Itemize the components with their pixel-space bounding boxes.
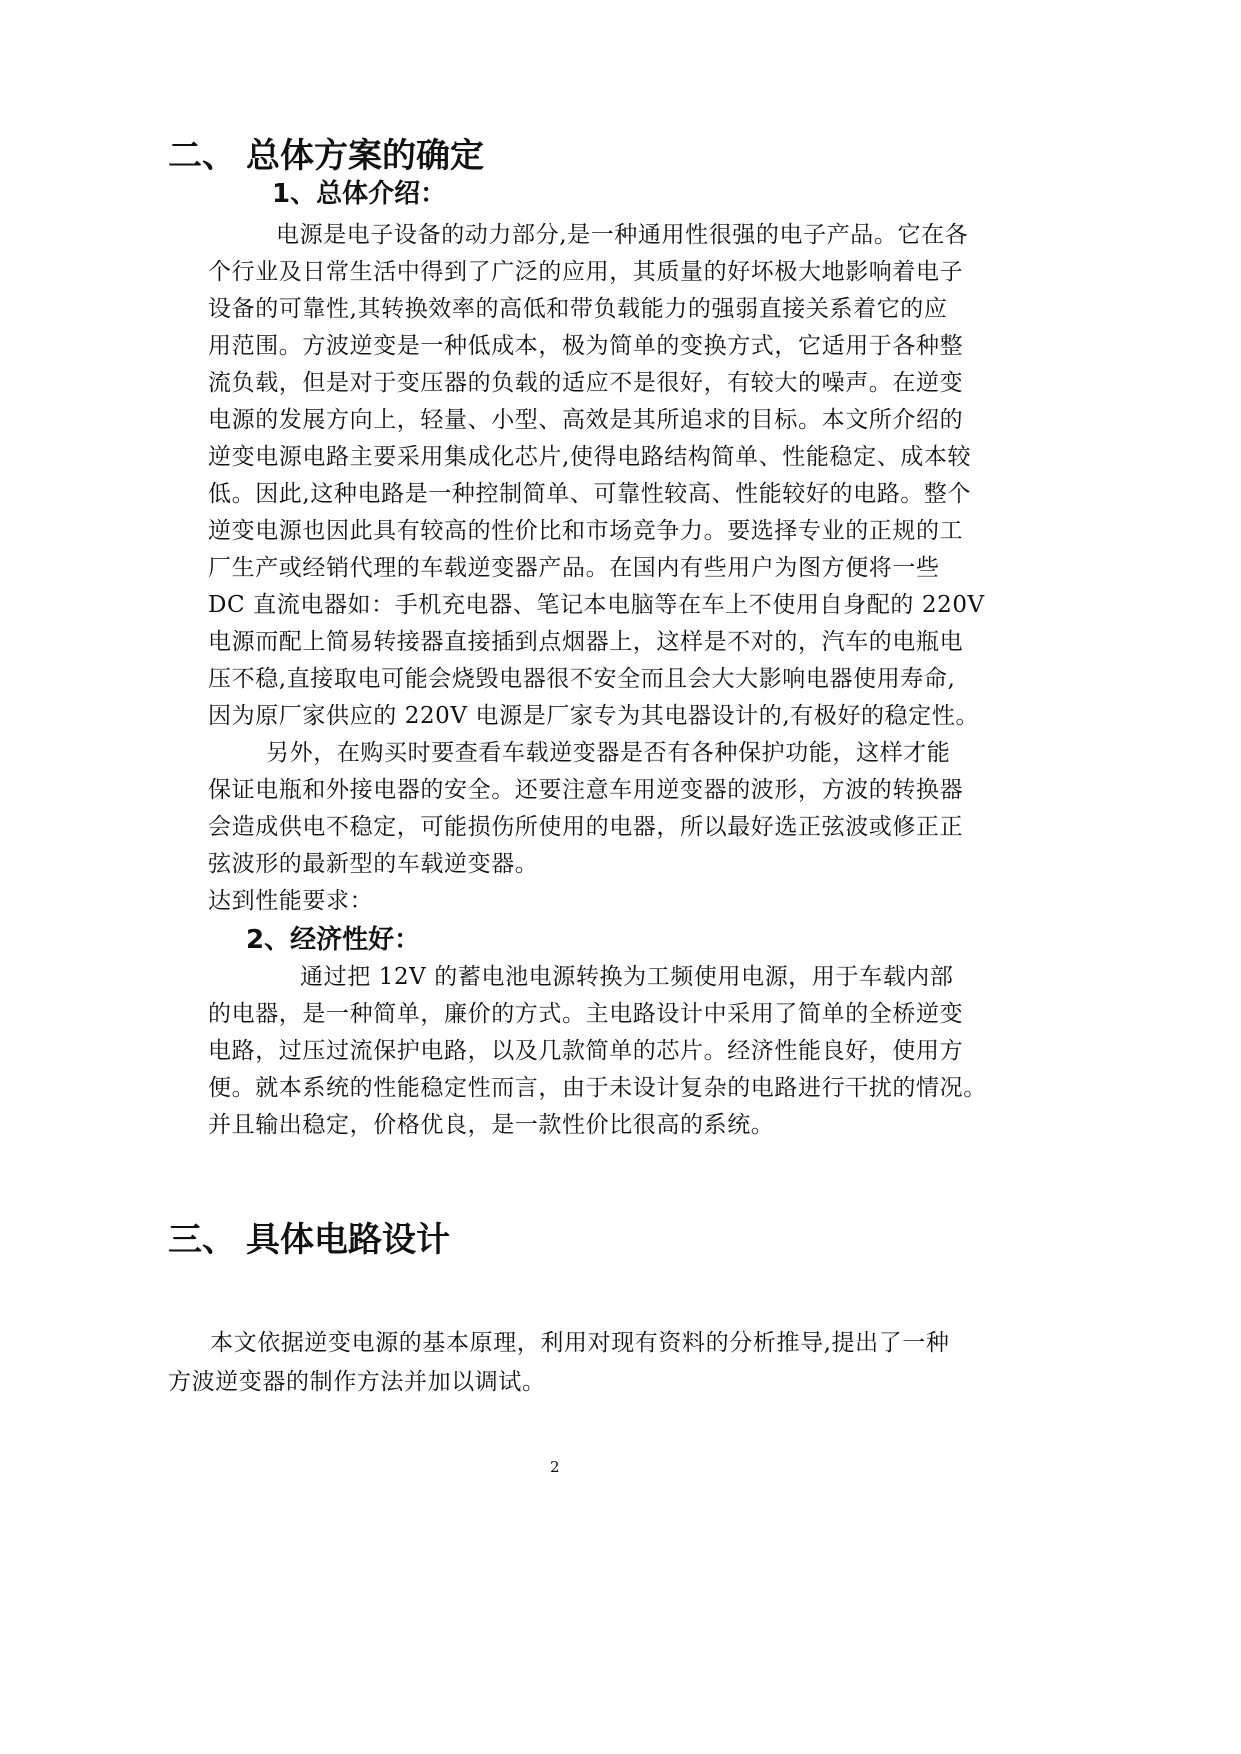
para2-line-1: 另外，在购买时要查看车载逆变器是否有各种保护功能，这样才能 [266, 740, 951, 766]
para3-line-1: 通过把 12V 的蓄电池电源转换为工频使用电源，用于车载内部 [300, 964, 954, 990]
para1-line-6: 电源的发展方向上，轻量、小型、高效是其所追求的目标。本文所介绍的 [208, 407, 964, 433]
para1-line-13: 压不稳,直接取电可能会烧毁电器很不安全而且会大大影响电器使用寿命, [208, 666, 956, 692]
para2-line-3: 会造成供电不稳定，可能损伤所使用的电器，所以最好选正弦波或修正正 [208, 814, 964, 840]
para2-line-4: 弦波形的最新型的车载逆变器。 [208, 851, 539, 877]
performance-requirement-line: 达到性能要求： [208, 888, 374, 914]
para3-line-4: 便。就本系统的性能稳定性而言，由于未设计复杂的电路进行干扰的情况。 [208, 1075, 987, 1101]
para4-line-1: 本文依据逆变电源的基本原理，利用对现有资料的分析推导,提出了一种 [210, 1330, 950, 1356]
section-three-title: 具体电路设计 [246, 1220, 450, 1260]
section-two-title: 总体方案的确定 [246, 136, 484, 176]
para1-line-5: 流负载，但是对于变压器的负载的适应不是很好，有较大的噪声。在逆变 [208, 370, 964, 396]
para3-line-5: 并且输出稳定，价格优良，是一款性价比很高的系统。 [208, 1112, 775, 1138]
para1-line-9: 逆变电源也因此具有较高的性价比和市场竞争力。要选择专业的正规的工 [208, 518, 964, 544]
page-number: 2 [550, 1458, 560, 1476]
section-three-number: 三、 [168, 1220, 236, 1260]
para1-line-10: 厂生产或经销代理的车载逆变器产品。在国内有些用户为图方便将一些 [208, 555, 940, 581]
para1-line-8: 低。因此,这种电路是一种控制简单、可靠性较高、性能较好的电路。整个 [208, 481, 972, 507]
para4-line-2: 方波逆变器的制作方法并加以调试。 [168, 1369, 546, 1395]
para1-line-11: DC 直流电器如：手机充电器、笔记本电脑等在车上不使用自身配的 220V [208, 592, 985, 618]
subsection-1-title: 1、总体介绍： [272, 179, 447, 209]
section-two-number: 二、 [168, 136, 236, 176]
para1-line-14: 因为原厂家供应的 220V 电源是厂家专为其电器设计的,有极好的稳定性。 [208, 703, 980, 729]
para1-line-1: 电源是电子设备的动力部分,是一种通用性很强的电子产品。它在各 [276, 222, 969, 248]
para3-line-2: 的电器，是一种简单，廉价的方式。主电路设计中采用了简单的全桥逆变 [208, 1001, 964, 1027]
para1-line-7: 逆变电源电路主要采用集成化芯片,使得电路结构简单、性能稳定、成本较 [208, 444, 972, 470]
para1-line-2: 个行业及日常生活中得到了广泛的应用，其质量的好坏极大地影响着电子 [208, 259, 964, 285]
para1-line-4: 用范围。方波逆变是一种低成本，极为简单的变换方式，它适用于各种整 [208, 333, 964, 359]
para3-line-3: 电路，过压过流保护电路，以及几款简单的芯片。经济性能良好，使用方 [208, 1038, 964, 1064]
para1-line-3: 设备的可靠性,其转换效率的高低和带负载能力的强弱直接关系着它的应 [208, 296, 948, 322]
para1-line-12: 电源而配上简易转接器直接插到点烟器上，这样是不对的，汽车的电瓶电 [208, 629, 964, 655]
para2-line-2: 保证电瓶和外接电器的安全。还要注意车用逆变器的波形，方波的转换器 [208, 777, 964, 803]
subsection-2-title: 2、经济性好： [246, 925, 421, 955]
